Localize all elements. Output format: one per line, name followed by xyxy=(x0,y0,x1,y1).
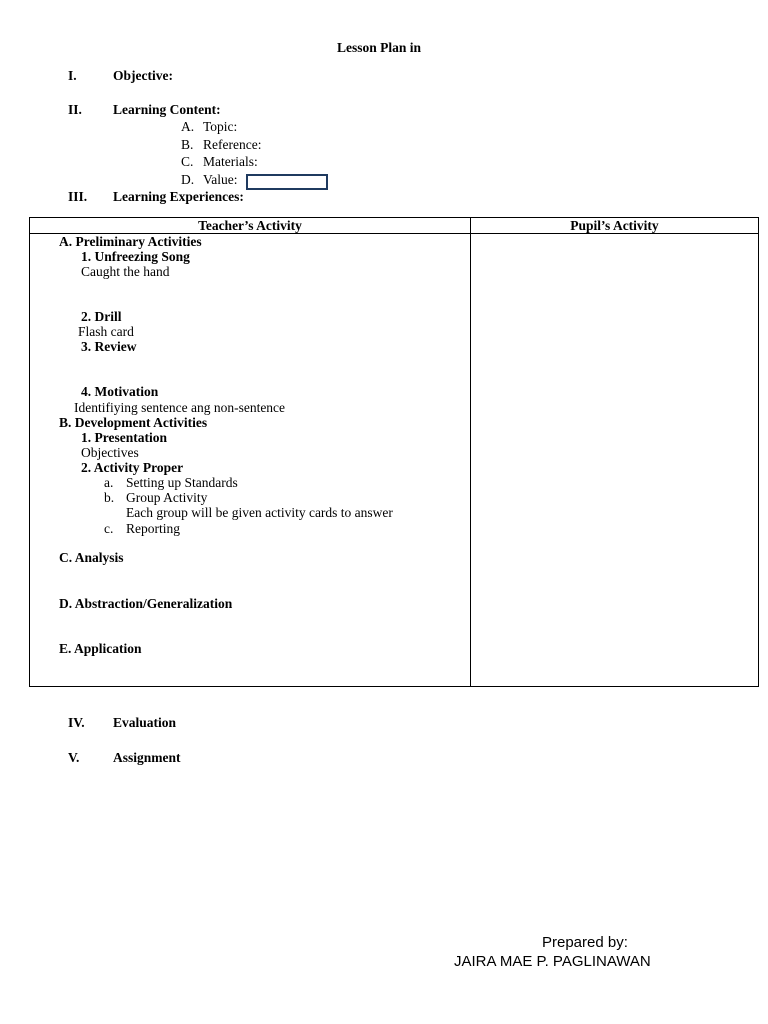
teacher-activity-cell xyxy=(30,234,471,687)
setting-up-standards-text: Setting up Standards xyxy=(126,475,238,490)
content-item-letter: D. xyxy=(181,172,195,187)
motivation-heading: 4. Motivation xyxy=(81,384,159,399)
presentation-text: Objectives xyxy=(81,445,139,460)
objective-number: I. xyxy=(68,68,77,83)
prepared-by-label: Prepared by: xyxy=(542,934,628,951)
group-activity-text: Group Activity xyxy=(126,490,208,505)
review-heading: 3. Review xyxy=(81,339,137,354)
objective-label: Objective: xyxy=(113,68,173,83)
presentation-heading: 1. Presentation xyxy=(81,430,167,445)
evaluation-label: Evaluation xyxy=(113,715,177,730)
content-item-label: Value: xyxy=(203,172,238,187)
evaluation-number: IV. xyxy=(68,715,85,730)
content-item-topic xyxy=(181,119,238,135)
preparer-name: JAIRA MAE P. PAGLINAWAN xyxy=(454,953,651,970)
assignment-number: V. xyxy=(68,750,80,765)
activity-subitem-letter: c. xyxy=(104,521,114,536)
content-item-materials xyxy=(181,154,258,170)
content-item-letter: C. xyxy=(181,154,194,169)
teacher-activity-header: Teacher’s Activity xyxy=(30,218,471,234)
value-input-box[interactable] xyxy=(246,174,328,190)
activity-subitem-letter: a. xyxy=(104,475,114,490)
content-item-label: Materials: xyxy=(203,154,258,169)
group-activity-description: Each group will be given activity cards to answer xyxy=(126,505,393,520)
assignment-label: Assignment xyxy=(113,750,181,765)
content-item-reference xyxy=(181,137,262,153)
unfreezing-song-text: Caught the hand xyxy=(81,264,170,279)
abstraction-generalization-heading: D. Abstraction/Generalization xyxy=(59,596,233,611)
content-item-letter: B. xyxy=(181,137,194,152)
activity-subitem-letter: b. xyxy=(104,490,115,505)
content-item-value xyxy=(181,172,238,188)
activity-table xyxy=(29,217,759,687)
drill-text: Flash card xyxy=(78,324,134,339)
content-item-label: Reference: xyxy=(203,137,262,152)
activity-proper-heading: 2. Activity Proper xyxy=(81,460,184,475)
learning-content-label: Learning Content: xyxy=(113,102,221,117)
analysis-heading: C. Analysis xyxy=(59,550,124,565)
reporting-text: Reporting xyxy=(126,521,180,536)
content-item-letter: A. xyxy=(181,119,195,134)
page-title: Lesson Plan in xyxy=(337,40,422,55)
preliminary-activities-heading: A. Preliminary Activities xyxy=(59,234,202,249)
pupil-activity-header: Pupil’s Activity xyxy=(471,218,759,234)
drill-heading: 2. Drill xyxy=(81,309,122,324)
content-item-label: Topic: xyxy=(203,119,238,134)
learning-experiences-label: Learning Experiences: xyxy=(113,189,244,204)
unfreezing-song-heading: 1. Unfreezing Song xyxy=(81,249,190,264)
development-activities-heading: B. Development Activities xyxy=(59,415,208,430)
learning-content-number: II. xyxy=(68,102,82,117)
application-heading: E. Application xyxy=(59,641,142,656)
motivation-text: Identifiying sentence ang non-sentence xyxy=(74,400,286,415)
pupil-activity-cell xyxy=(471,234,759,687)
learning-experiences-number: III. xyxy=(68,189,88,204)
